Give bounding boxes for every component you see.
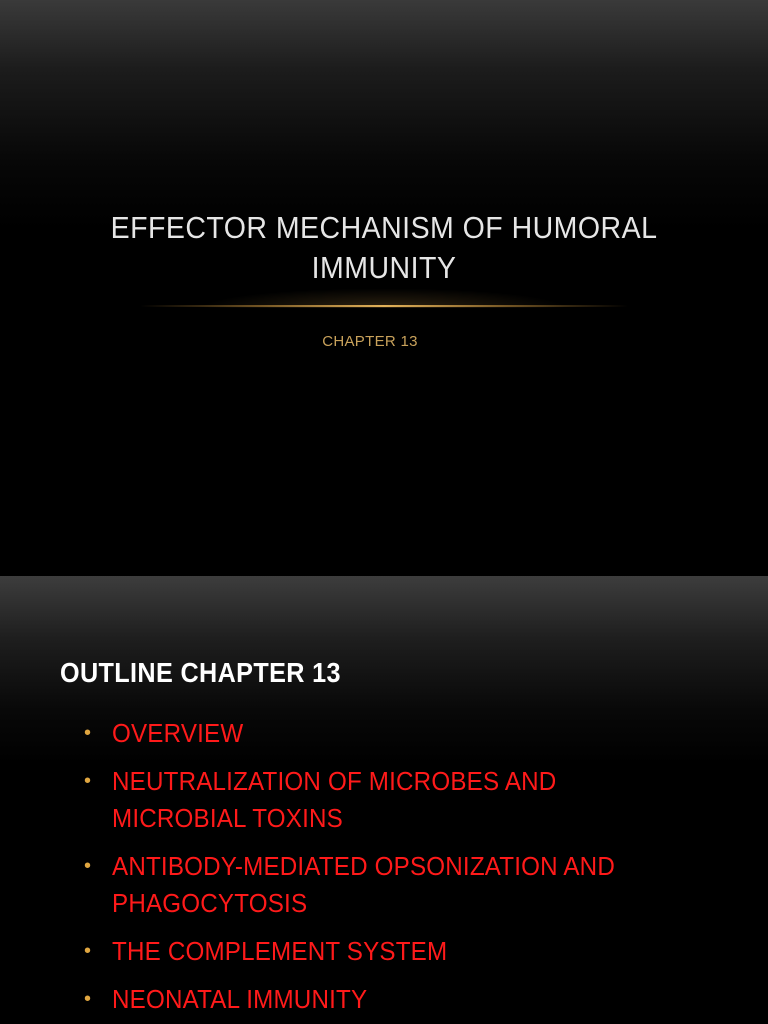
outline-item-neutralization xyxy=(84,763,704,837)
outline-slide xyxy=(0,576,768,1024)
outline-heading: OUTLINE CHAPTER 13 xyxy=(60,657,341,688)
outline-item-label: THE COMPLEMENT SYSTEM xyxy=(112,936,448,966)
outline-item-overview xyxy=(84,715,704,752)
outline-item-label: NEUTRALIZATION OF MICROBES AND MICROBIAL TOXINS xyxy=(112,766,557,833)
bullet-icon: • xyxy=(84,722,92,744)
outline-item-label: OVERVIEW xyxy=(112,718,244,748)
bullet-icon: • xyxy=(84,770,92,792)
outline-item-complement xyxy=(84,933,704,970)
outline-item-opsonization xyxy=(84,848,704,922)
bullet-icon: • xyxy=(84,940,92,962)
outline-item-label: NEONATAL IMMUNITY xyxy=(112,984,368,1014)
outline-item-neonatal xyxy=(84,981,704,1018)
bullet-icon: • xyxy=(84,855,92,877)
slide-subtitle: CHAPTER 13 xyxy=(322,333,418,350)
title-divider xyxy=(140,305,628,307)
outline-list xyxy=(84,715,704,1024)
bullet-icon: • xyxy=(84,988,92,1010)
slide-title: EFFECTOR MECHANISM OF HUMORAL IMMUNITY xyxy=(110,210,658,285)
outline-item-label: ANTIBODY-MEDIATED OPSONIZATION AND PHAGOCYTOSIS xyxy=(112,851,615,918)
